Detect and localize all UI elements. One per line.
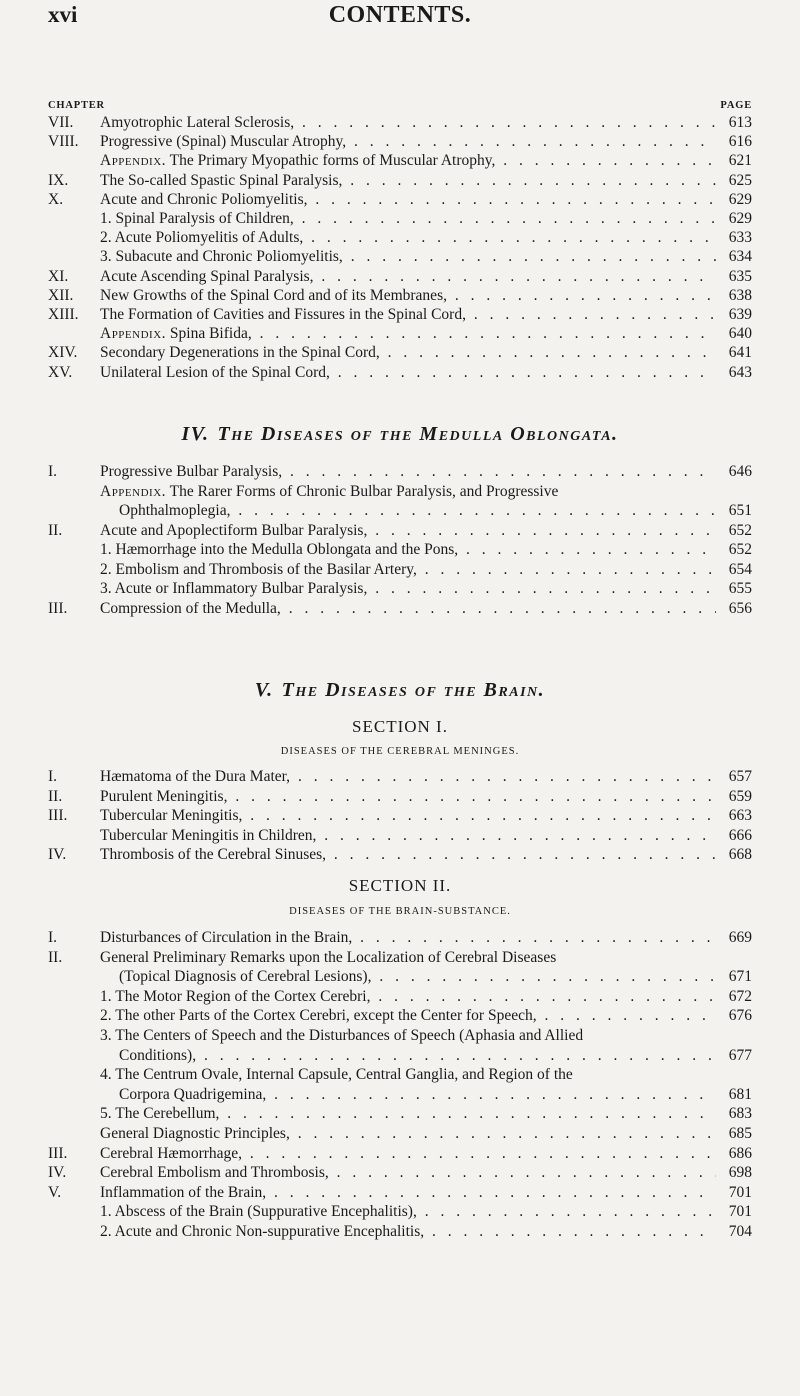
page-ref: 681: [716, 1085, 752, 1105]
page-ref: 652: [716, 540, 752, 560]
toc-entry: [48, 1085, 752, 1105]
entry-title: [100, 987, 716, 1007]
chapter-number: III.: [48, 1144, 68, 1162]
page-ref: 672: [716, 987, 752, 1007]
page-ref: 643: [716, 363, 752, 383]
toc-entry: [48, 826, 752, 846]
entry-title: [100, 113, 716, 133]
entry-title-text: Secondary Degenerations in the Spinal Cord,: [100, 344, 380, 362]
toc-entry: [48, 1026, 752, 1046]
chapter-number: I.: [48, 929, 58, 946]
page-ref: 639: [716, 305, 752, 325]
entry-title-text: Inflammation of the Brain,: [100, 1183, 267, 1201]
entry-title-text: 2. Acute and Chronic Non-suppurative Encephalitis,: [100, 1223, 425, 1240]
part-title-medulla: IV. The Diseases of the Medulla Oblongata.: [181, 423, 619, 445]
toc-entry: [48, 599, 752, 619]
toc-entry: [48, 579, 752, 599]
toc-entry: [48, 324, 752, 344]
page-ref: 654: [716, 560, 752, 580]
toc-entry: [48, 363, 752, 383]
chapter-number: XIII.: [48, 306, 79, 323]
toc-entry: [48, 482, 752, 502]
toc-entry: [48, 987, 752, 1007]
entry-title-text: Hæmatoma of the Dura Mater,: [100, 768, 291, 785]
page-ref: 633: [716, 228, 752, 248]
entry-title: [100, 1183, 716, 1203]
entry-title: [100, 540, 716, 560]
page-ref: 646: [716, 462, 752, 482]
page-number: xvi: [48, 2, 78, 27]
appendix-label: Appendix.: [100, 482, 167, 500]
toc-entry: [48, 806, 752, 826]
toc-entry: [48, 151, 752, 171]
page-ref: 671: [716, 967, 752, 987]
toc-entry: [48, 1202, 752, 1222]
entry-title: [100, 599, 716, 619]
page-ref: 616: [716, 132, 752, 152]
toc-entry: [48, 967, 752, 987]
toc-entry: [48, 267, 752, 287]
page-ref: 652: [716, 521, 752, 541]
entry-title-text: 2. The other Parts of the Cortex Cerebri, except the Center for Speech,: [100, 1007, 537, 1025]
page-ref: 625: [716, 171, 752, 191]
entry-title-text: 2. Acute Poliomyelitis of Adults,: [100, 229, 304, 247]
entry-title-text: New Growths of the Spinal Cord and of its Membranes,: [100, 286, 447, 304]
entry-title: [100, 928, 716, 948]
toc-entry: [48, 286, 752, 306]
chapter-number: IV.: [48, 846, 67, 863]
entry-title: [100, 767, 716, 787]
entry-title-text: Spina Bifida,: [169, 325, 252, 343]
toc-entry: [48, 1124, 752, 1144]
entry-title: [100, 171, 716, 191]
toc-entry: [48, 343, 752, 363]
entry-title-text: 1. The Motor Region of the Cortex Cerebri,: [100, 987, 371, 1005]
entry-title: [100, 1065, 716, 1085]
entry-title-text: Ophthalmoplegia,: [119, 502, 231, 519]
entry-title-text: 3. The Centers of Speech and the Disturbances of Speech (Aphasia and Allied: [100, 1027, 584, 1044]
chapter-number: II.: [48, 521, 63, 539]
chapter-number: II.: [48, 787, 63, 805]
toc-entry: [48, 247, 752, 267]
entry-title-text: 1. Spinal Paralysis of Children,: [100, 210, 294, 227]
page-ref: 635: [716, 267, 752, 287]
chapter-number: X.: [48, 190, 64, 208]
page-ref: 663: [716, 806, 752, 826]
entry-title: [100, 1026, 716, 1046]
chapter-number: III.: [48, 807, 68, 824]
entry-title-text: 3. Acute or Inflammatory Bulbar Paralysis,: [100, 580, 368, 597]
entry-title: [100, 521, 716, 541]
chapter-number: VIII.: [48, 133, 79, 151]
entry-title-text: Thrombosis of the Cerebral Sinuses,: [100, 846, 327, 863]
page-ref: 657: [716, 767, 752, 787]
page-ref: 651: [716, 501, 752, 521]
chapter-number: XV.: [48, 363, 73, 381]
entry-title: [100, 286, 716, 306]
entry-title-text: 1. Hæmorrhage into the Medulla Oblongata and the Pons,: [100, 541, 459, 558]
entry-title-text: Unilateral Lesion of the Spinal Cord,: [100, 363, 330, 381]
entry-title: [119, 1046, 716, 1066]
toc-entry: [48, 1104, 752, 1124]
page-ref: 629: [716, 209, 752, 229]
running-head: CONTENTS.: [328, 2, 472, 28]
entry-title-text: Progressive (Spinal) Muscular Atrophy,: [100, 133, 347, 151]
entry-title-text: Conditions),: [119, 1046, 197, 1064]
entry-title: [100, 305, 716, 325]
appendix-label: Appendix.: [100, 325, 167, 343]
toc-entry: [48, 845, 752, 865]
column-headings: [48, 100, 752, 114]
entry-title: [100, 324, 716, 344]
entry-title: [100, 343, 716, 363]
toc-entry: [48, 1065, 752, 1085]
page-ref: 698: [716, 1163, 752, 1183]
toc-entry: [48, 462, 752, 482]
page-ref: 634: [716, 247, 752, 267]
entry-title-text: 2. Embolism and Thrombosis of the Basilar Artery,: [100, 560, 417, 578]
page-ref: 666: [716, 826, 752, 846]
toc-entry: [48, 228, 752, 248]
chapter-number: XI.: [48, 267, 69, 285]
page-ref: 621: [716, 151, 752, 171]
entry-title-text: Acute and Chronic Poliomyelitis,: [100, 190, 308, 208]
page-ref: 677: [716, 1046, 752, 1066]
entry-title: [100, 1222, 716, 1242]
toc-entry: [48, 767, 752, 787]
entry-title: [100, 560, 716, 580]
entry-title: [100, 151, 716, 171]
page-ref: 683: [716, 1104, 752, 1124]
entry-title-text: Corpora Quadrigemina,: [119, 1085, 267, 1103]
page-ref: 638: [716, 286, 752, 306]
toc-entry: [48, 928, 752, 948]
section-heading-2: SECTION II.: [348, 876, 452, 895]
entry-title-text: The Formation of Cavities and Fissures in the Spinal Cord,: [100, 306, 466, 323]
entry-title-text: Compression of the Medulla,: [100, 599, 281, 617]
entry-title: [100, 948, 716, 968]
entry-title-text: Amyotrophic Lateral Sclerosis,: [100, 114, 295, 131]
page-header: [48, 2, 752, 42]
toc-entry: [48, 1046, 752, 1066]
page-ref: 701: [716, 1202, 752, 1222]
page-ref: 629: [716, 190, 752, 210]
entry-title: [100, 132, 716, 152]
page-ref: 613: [716, 113, 752, 133]
page-ref: 668: [716, 845, 752, 865]
entry-title-text: 3. Subacute and Chronic Poliomyelitis,: [100, 248, 343, 266]
entry-title: [100, 228, 716, 248]
entry-title-text: Tubercular Meningitis,: [100, 807, 243, 824]
entry-title: [100, 845, 716, 865]
page-ref: 686: [716, 1144, 752, 1164]
entry-title-text: Acute and Apoplectiform Bulbar Paralysis,: [100, 521, 368, 539]
toc-entry: [48, 1222, 752, 1242]
entry-title: [100, 247, 716, 267]
entry-title-text: General Diagnostic Principles,: [100, 1125, 290, 1142]
entry-title-text: 4. The Centrum Ovale, Internal Capsule, Central Ganglia, and Region of the: [100, 1066, 573, 1084]
entry-title: [100, 1124, 716, 1144]
chapter-column-label: CHAPTER: [48, 100, 105, 111]
entry-title-text: (Topical Diagnosis of Cerebral Lesions),: [119, 968, 372, 986]
entry-title-text: Purulent Meningitis,: [100, 787, 228, 805]
toc-entry: [48, 501, 752, 521]
entry-title-text: General Preliminary Remarks upon the Localization of Cerebral Diseases: [100, 948, 557, 966]
entry-title-text: Disturbances of Circulation in the Brain,: [100, 929, 353, 946]
chapter-number: V.: [48, 1183, 62, 1201]
entry-title: [100, 1006, 716, 1026]
toc-entry: [48, 113, 752, 133]
page-ref: 659: [716, 787, 752, 807]
toc-entry: [48, 521, 752, 541]
page-ref: 701: [716, 1183, 752, 1203]
toc-entry: [48, 787, 752, 807]
entry-title: [100, 190, 716, 210]
entry-title: [119, 1085, 716, 1105]
entry-title: [100, 209, 716, 229]
entry-title-text: Tubercular Meningitis in Children,: [100, 826, 317, 844]
entry-title: [100, 806, 716, 826]
entry-title-text: The So-called Spastic Spinal Paralysis,: [100, 171, 343, 189]
entry-title-text: Cerebral Hæmorrhage,: [100, 1144, 243, 1162]
chapter-number: VII.: [48, 114, 74, 131]
entry-title: [100, 787, 716, 807]
entry-title-text: 1. Abscess of the Brain (Suppurative Encephalitis),: [100, 1203, 417, 1221]
page-ref: 641: [716, 343, 752, 363]
section-subheading-1: DISEASES OF THE CEREBRAL MENINGES.: [280, 746, 520, 757]
page-ref: 640: [716, 324, 752, 344]
toc-entry: [48, 305, 752, 325]
toc-entry: [48, 190, 752, 210]
chapter-number: I.: [48, 463, 58, 480]
page-ref: 669: [716, 928, 752, 948]
entry-title: [100, 363, 716, 383]
entry-title-text: Acute Ascending Spinal Paralysis,: [100, 267, 314, 285]
page-ref: 685: [716, 1124, 752, 1144]
chapter-number: I.: [48, 768, 58, 785]
entry-title: [100, 482, 716, 502]
entry-title: [100, 1144, 716, 1164]
entry-title-text: Cerebral Embolism and Thrombosis,: [100, 1164, 329, 1182]
chapter-number: III.: [48, 599, 68, 617]
page-ref: 656: [716, 599, 752, 619]
page-ref: 676: [716, 1006, 752, 1026]
page-column-label: PAGE: [720, 100, 752, 111]
toc-entry: [48, 209, 752, 229]
chapter-number: IV.: [48, 1164, 67, 1182]
toc-entry: [48, 1163, 752, 1183]
toc-entry: [48, 540, 752, 560]
toc-entry: [48, 560, 752, 580]
toc-entry: [48, 132, 752, 152]
entry-title: [119, 967, 716, 987]
toc-entry: [48, 171, 752, 191]
entry-title: [100, 1202, 716, 1222]
entry-title: [100, 826, 716, 846]
entry-title: [119, 501, 716, 521]
chapter-number: II.: [48, 948, 63, 966]
entry-title: [100, 579, 716, 599]
entry-title-text: The Rarer Forms of Chronic Bulbar Paralysis, and Progressive: [169, 482, 559, 500]
entry-title-text: 5. The Cerebellum,: [100, 1105, 220, 1123]
entry-title: [100, 1163, 716, 1183]
chapter-number: XII.: [48, 286, 74, 304]
entry-title: [100, 1104, 716, 1124]
appendix-label: Appendix.: [100, 152, 167, 170]
toc-entry: [48, 1183, 752, 1203]
section-heading-1: SECTION I.: [352, 717, 448, 736]
toc-entry: [48, 948, 752, 968]
section-subheading-2: DISEASES OF THE BRAIN-SUBSTANCE.: [289, 906, 511, 917]
chapter-number: IX.: [48, 171, 69, 189]
entry-title: [100, 267, 716, 287]
page-ref: 655: [716, 579, 752, 599]
entry-title: [100, 462, 716, 482]
part-title-brain: V. The Diseases of the Brain.: [254, 679, 546, 701]
entry-title-text: Progressive Bulbar Paralysis,: [100, 463, 283, 480]
toc-entry: [48, 1006, 752, 1026]
chapter-number: XIV.: [48, 344, 78, 362]
toc-entry: [48, 1144, 752, 1164]
entry-title-text: The Primary Myopathic forms of Muscular Atrophy,: [169, 152, 496, 170]
page-ref: 704: [716, 1222, 752, 1242]
